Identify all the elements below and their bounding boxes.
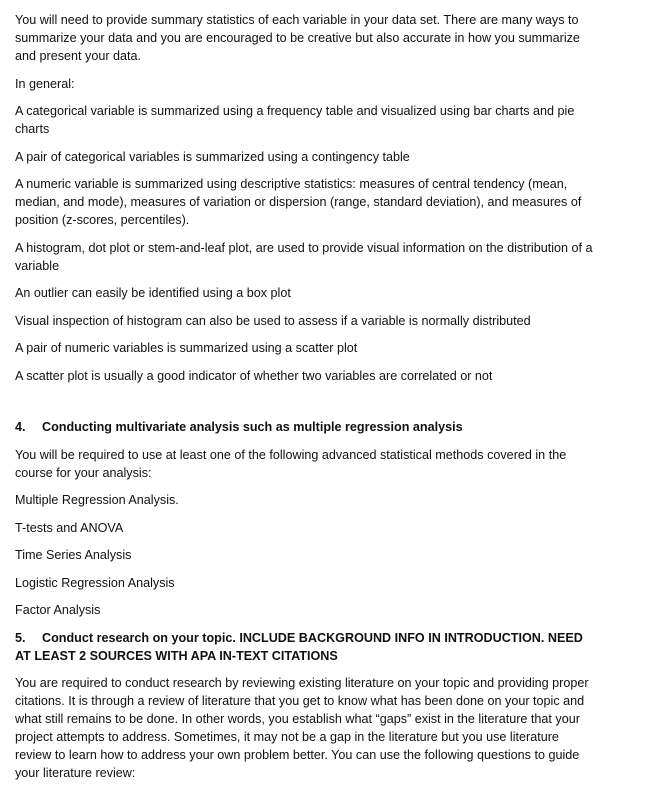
method-item: Logistic Regression Analysis	[15, 575, 175, 590]
section-5-body: You are required to conduct research by reviewing existing literature on your topic and providing proper citations. It is through a review of literature that you get to know what has been done on your topic and what still remains to be done. In other words, you establish what “gaps” exist in the literature that your project attempts to address. Sometimes, it may not be a gap in the literature but you use literature review to learn how to address your own problem better. You can use the following questions to guide your literature review:	[15, 676, 589, 780]
intro-paragraph: You will need to provide summary statistics of each variable in your data set. There are many ways to summarize your data and you are encouraged to be creative but also accurate in how you summarize and present your data.	[15, 13, 580, 63]
in-general-label: In general:	[15, 76, 75, 91]
section-4-heading	[15, 418, 597, 436]
section-4-body: You will be required to use at least one of the following advanced statistical methods covered in the course for your analysis:	[15, 447, 567, 480]
general-point: A pair of numeric variables is summarized using a scatter plot	[15, 341, 358, 355]
method-item: Time Series Analysis	[15, 548, 132, 562]
section-4-number: 4.	[15, 420, 26, 434]
general-point: An outlier can easily be identified using a box plot	[15, 286, 291, 300]
general-point: Visual inspection of histogram can also be used to assess if a variable is normally distributed	[15, 313, 531, 328]
document-body	[15, 11, 597, 792]
general-point: A histogram, dot plot or stem-and-leaf plot, are used to provide visual information on the distribution of a variable	[15, 240, 593, 273]
section-5-title: Conduct research on your topic. INCLUDE BACKGROUND INFO IN INTRODUCTION. NEED AT LEAST 2 SOURCES WITH APA IN-TEXT CITATIONS	[15, 630, 583, 663]
method-item: T-tests and ANOVA	[15, 520, 124, 535]
method-item: Multiple Regression Analysis.	[15, 493, 179, 507]
general-point: A scatter plot is usually a good indicator of whether two variables are correlated or not	[15, 368, 493, 383]
general-point: A pair of categorical variables is summarized using a contingency table	[15, 149, 410, 164]
section-5-number: 5.	[15, 630, 26, 645]
method-item: Factor Analysis	[15, 603, 101, 617]
section-spacer	[15, 394, 597, 418]
section-5-heading	[15, 629, 597, 665]
section-4-title: Conducting multivariate analysis such as multiple regression analysis	[42, 420, 463, 434]
general-point: A categorical variable is summarized using a frequency table and visualized using bar charts and pie charts	[15, 104, 575, 136]
general-point: A numeric variable is summarized using descriptive statistics: measures of central tendency (mean, median, and mode), measures of variation or dispersion (range, standard deviation), and measures of position (z-scores, percentiles).	[15, 177, 582, 227]
